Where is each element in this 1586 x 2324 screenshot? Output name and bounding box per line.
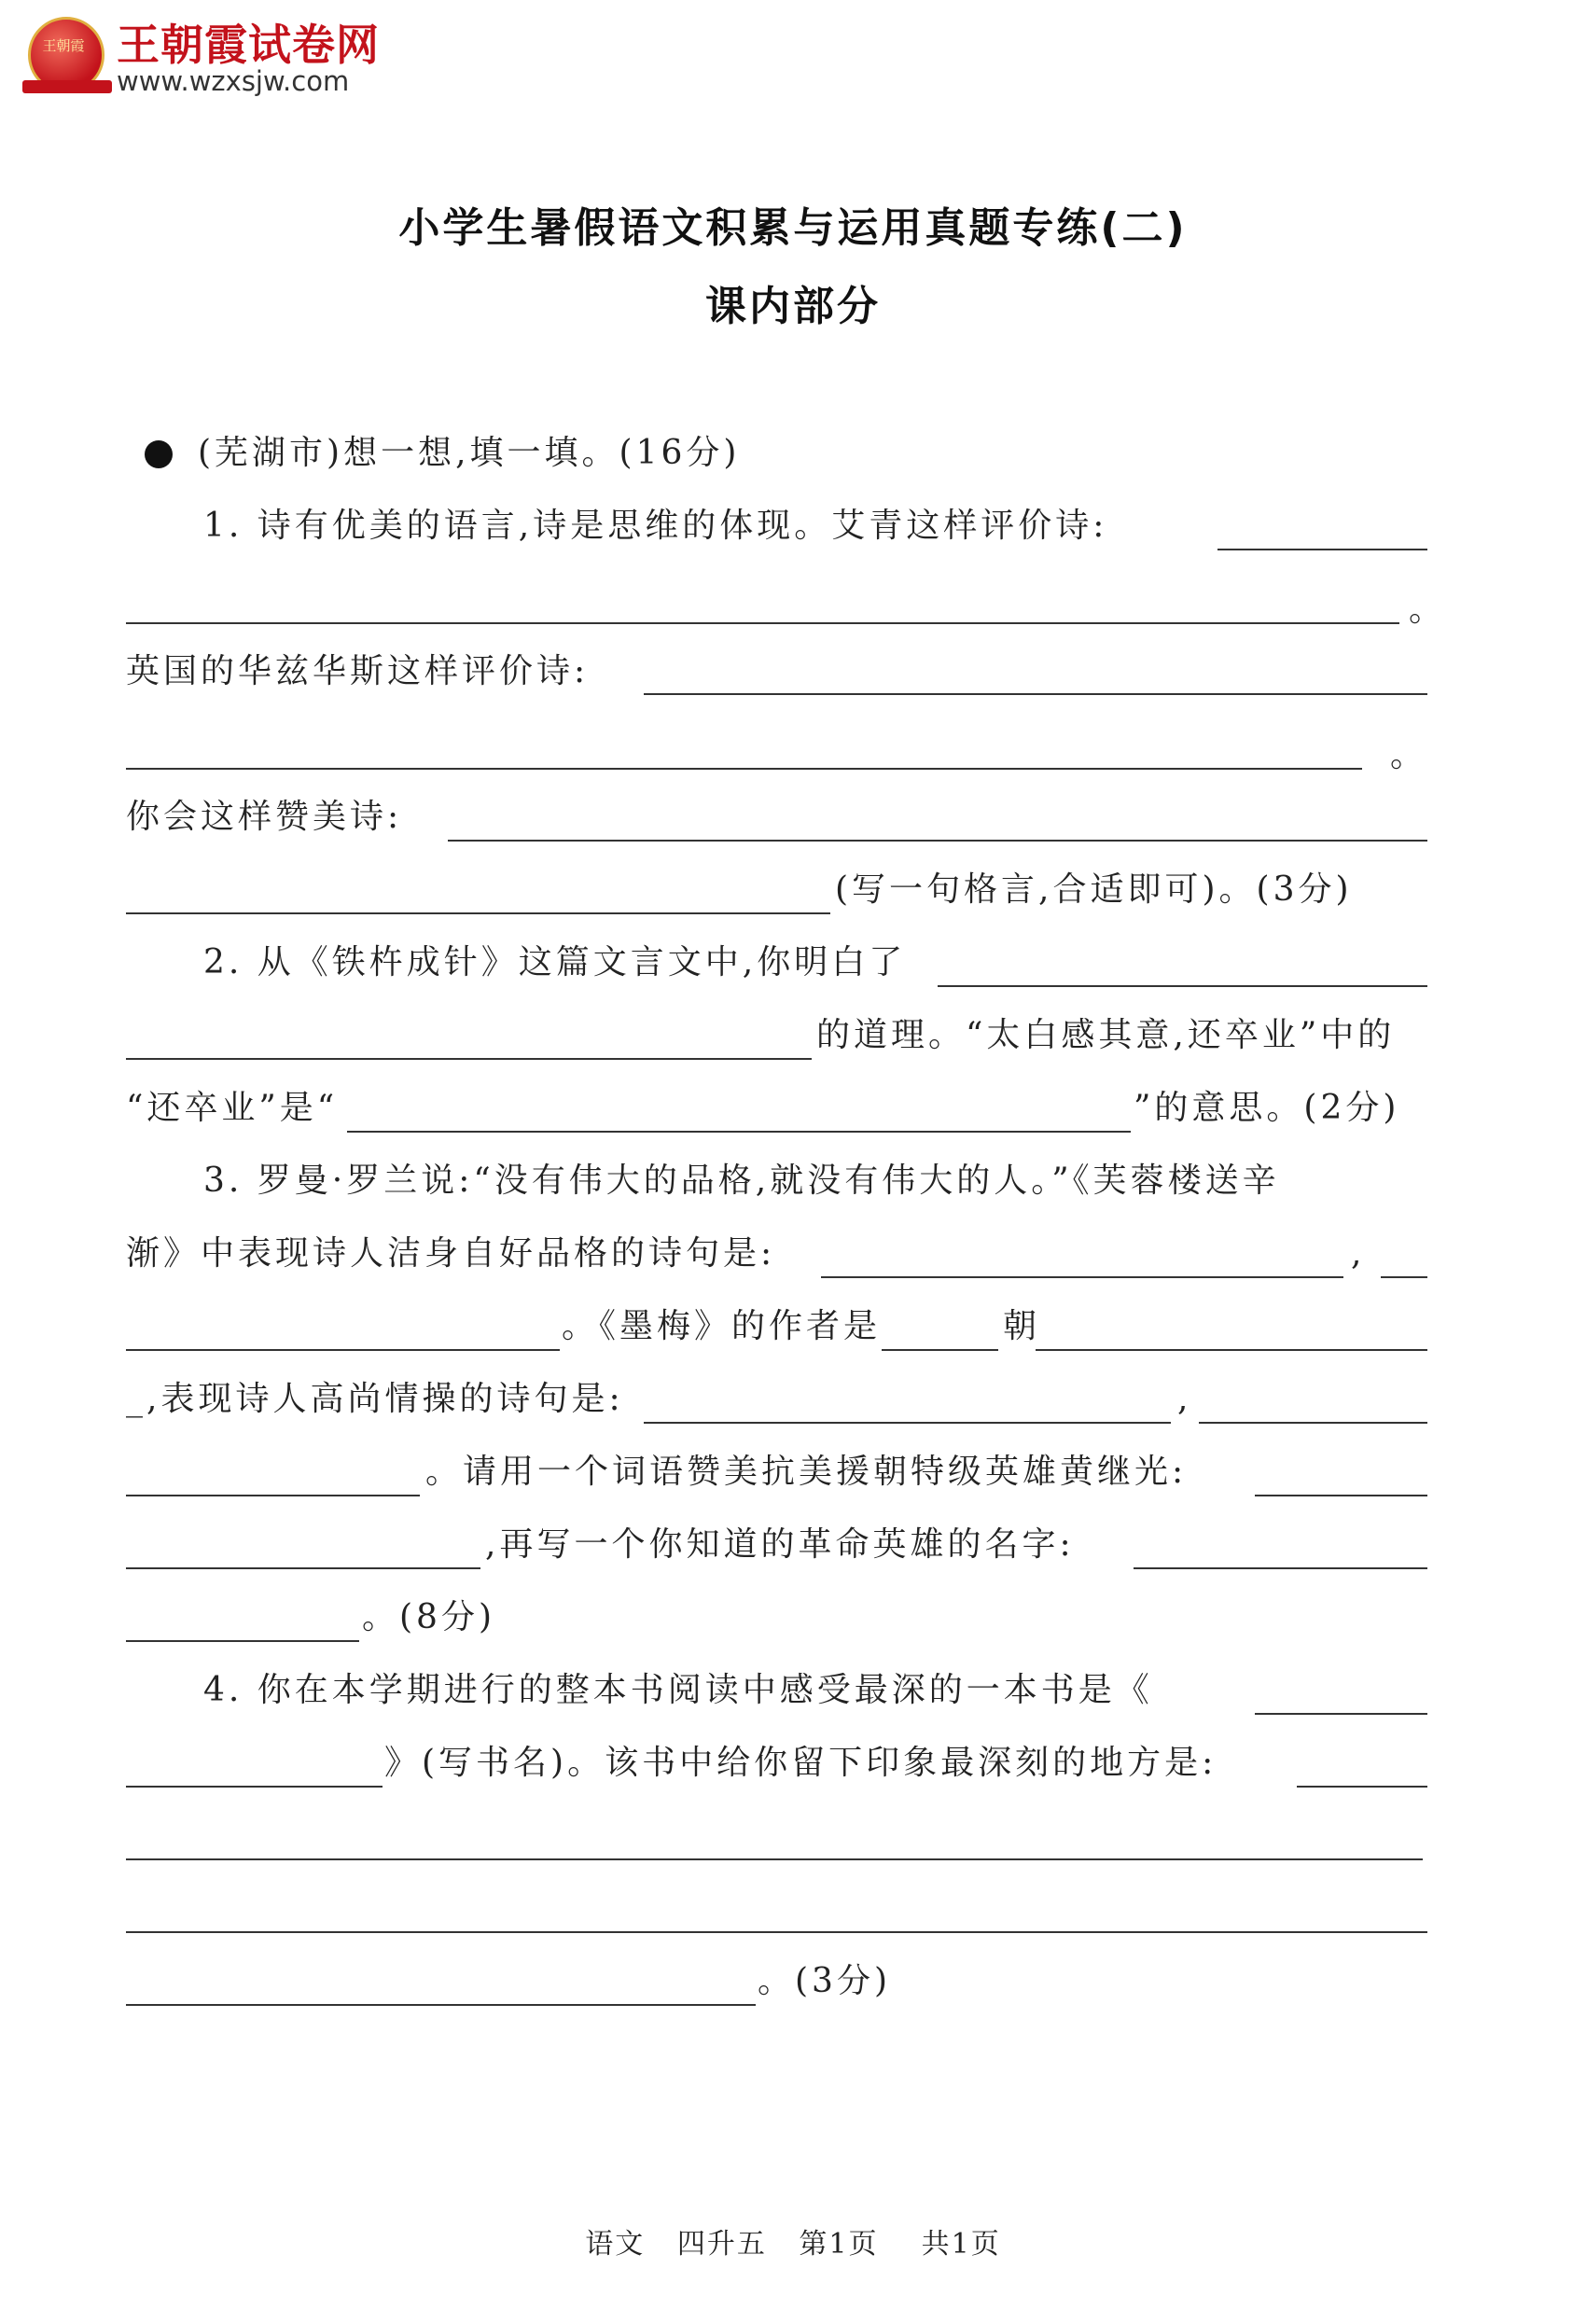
blank-q3-g[interactable] [1255, 1495, 1427, 1496]
page-title: 小学生暑假语文积累与运用真题专练(二) [398, 204, 1188, 252]
page-subtitle: 课内部分 [705, 283, 881, 330]
blank-q1-c[interactable] [644, 693, 1427, 695]
q2-line1: 2. 从《铁杵成针》这篇文言文中,你明白了 [203, 943, 907, 981]
blank-q4-e[interactable] [126, 1931, 1427, 1933]
blank-q3-h[interactable] [126, 1567, 480, 1569]
blank-q1-e[interactable] [448, 840, 1427, 842]
blank-q4-d[interactable] [126, 1858, 1423, 1860]
q3-line3b: 朝 [1003, 1307, 1041, 1345]
q4-line5: 。(3分) [758, 1962, 891, 2000]
blank-q4-c[interactable] [1297, 1786, 1427, 1788]
blank-q2-b[interactable] [126, 1058, 812, 1060]
blank-q3-dynasty[interactable] [882, 1349, 998, 1351]
site-logo [28, 11, 383, 100]
q2-line3a: “还卒业”是“ [126, 1089, 339, 1127]
blank-q1-a[interactable] [1217, 549, 1427, 550]
blank-q3-f[interactable] [126, 1495, 420, 1496]
blank-q3-c[interactable] [126, 1349, 560, 1351]
blank-q4-a[interactable] [1255, 1713, 1427, 1715]
blank-q3-a[interactable] [821, 1276, 1343, 1278]
q3-line3a: 。《墨梅》的作者是 [562, 1307, 882, 1345]
blank-q1-d[interactable] [126, 768, 1362, 770]
q1-line1: 1. 诗有优美的语言,诗是思维的体现。艾青这样评价诗: [203, 507, 1108, 545]
q3-line4a: _,表现诗人高尚情操的诗句是: [126, 1380, 624, 1418]
q3-line7: 。(8分) [362, 1598, 495, 1636]
seal-text: 王朝霞 [42, 37, 85, 54]
blank-q3-j[interactable] [126, 1640, 359, 1642]
q3-line5: 。请用一个词语赞美抗美援朝特级英雄黄继光: [425, 1453, 1188, 1491]
bullet-icon [145, 440, 173, 468]
section-heading: (芜湖市)想一想,填一填。(16分) [198, 434, 741, 472]
blank-q3-d[interactable] [644, 1422, 1171, 1424]
q4-line2: 》(写书名)。该书中给你留下印象最深刻的地方是: [384, 1744, 1217, 1782]
blank-q3-b[interactable] [1381, 1276, 1427, 1278]
blank-q4-f[interactable] [126, 2004, 756, 2006]
blank-q1-f[interactable] [126, 912, 830, 914]
blank-q2-c[interactable] [347, 1131, 1131, 1133]
q1-line6: (写一句格言,合适即可)。(3分) [835, 870, 1353, 909]
q2-line2: 的道理。“太白感其意,还卒业”中的 [816, 1016, 1396, 1054]
q3-line2: 渐》中表现诗人洁身自好品格的诗句是: [126, 1234, 776, 1273]
blank-q3-i[interactable] [1134, 1567, 1427, 1569]
q1-period1: 。 [1409, 591, 1447, 629]
q3-comma1: , [1351, 1234, 1366, 1273]
blank-q1-b[interactable] [126, 622, 1399, 624]
blank-q3-e[interactable] [1199, 1422, 1427, 1424]
q1-line5: 你会这样赞美诗: [126, 798, 403, 836]
seal-ribbon [22, 80, 112, 93]
page-footer: 语文 四升五 第1页 共1页 [585, 2228, 1001, 2261]
q1-line3: 英国的华兹华斯这样评价诗: [126, 652, 590, 690]
blank-q4-b[interactable] [126, 1786, 383, 1788]
blank-q2-a[interactable] [938, 985, 1427, 987]
q1-period2: 。 [1390, 736, 1428, 774]
blank-q3-author[interactable] [1036, 1349, 1427, 1351]
q3-line6: ,再写一个你知道的革命英雄的名字: [485, 1525, 1075, 1564]
q4-line1: 4. 你在本学期进行的整本书阅读中感受最深的一本书是《 [203, 1671, 1153, 1709]
site-name: 王朝霞试卷网 [117, 20, 380, 70]
site-url[interactable]: www.wzxsjw.com [117, 65, 350, 97]
q3-line1: 3. 罗曼·罗兰说:“没有伟大的品格,就没有伟大的人。”《芙蓉楼送辛 [203, 1162, 1280, 1200]
q3-comma2: , [1177, 1380, 1192, 1418]
q2-line3b: ”的意思。(2分) [1134, 1089, 1400, 1127]
